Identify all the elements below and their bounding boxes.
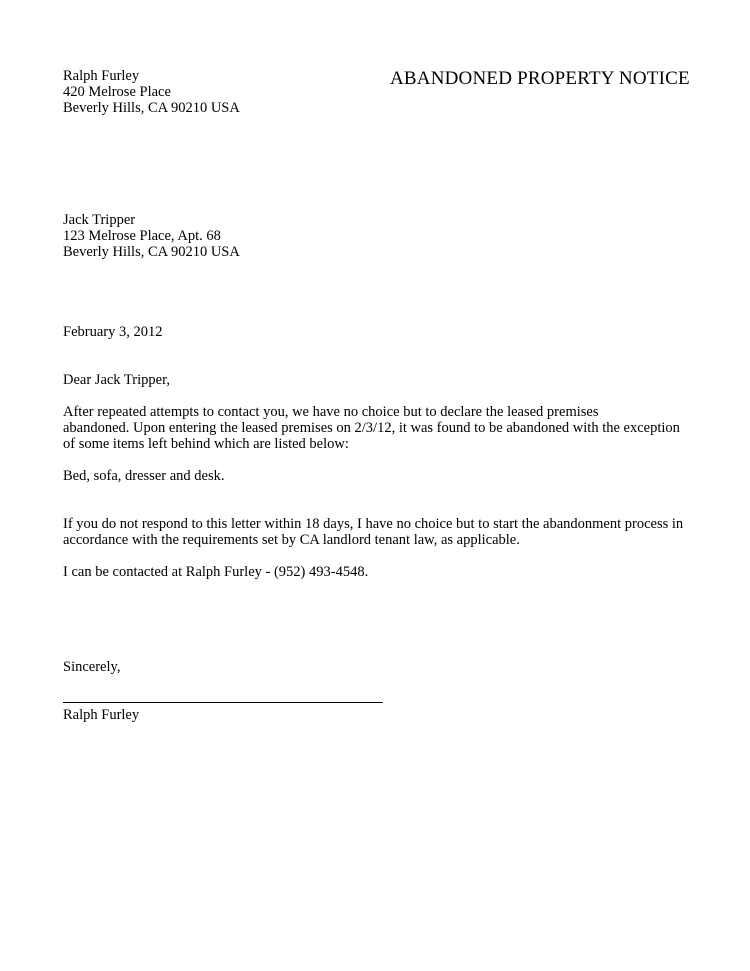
recipient-address-line1: 123 Melrose Place, Apt. 68 [63, 228, 221, 244]
recipient-name: Jack Tripper [63, 212, 136, 228]
contact-line: I can be contacted at Ralph Furley - (952) 493-4548. [63, 564, 369, 580]
paragraph2-line1: If you do not respond to this letter within 18 days, I have no choice but to start the abandonment process in [63, 516, 684, 532]
items-list: Bed, sofa, dresser and desk. [63, 468, 225, 484]
sender-name: Ralph Furley [63, 68, 140, 84]
letter-date: February 3, 2012 [63, 324, 163, 340]
signature-name: Ralph Furley [63, 707, 140, 723]
paragraph2-line2: accordance with the requirements set by CA landlord tenant law, as applicable. [63, 532, 520, 548]
paragraph1-line3: of some items left behind which are listed below: [63, 436, 349, 452]
recipient-address-line2: Beverly Hills, CA 90210 USA [63, 244, 240, 260]
sender-address-line1: 420 Melrose Place [63, 84, 171, 100]
salutation: Dear Jack Tripper, [63, 372, 170, 388]
closing: Sincerely, [63, 659, 121, 675]
signature-line [63, 702, 383, 703]
sender-address-line2: Beverly Hills, CA 90210 USA [63, 100, 240, 116]
document-title: ABANDONED PROPERTY NOTICE [390, 68, 690, 89]
paragraph1-line2: abandoned. Upon entering the leased premises on 2/3/12, it was found to be abandoned with the exception [63, 420, 680, 436]
paragraph1-line1: After repeated attempts to contact you, we have no choice but to declare the leased premises [63, 404, 599, 420]
